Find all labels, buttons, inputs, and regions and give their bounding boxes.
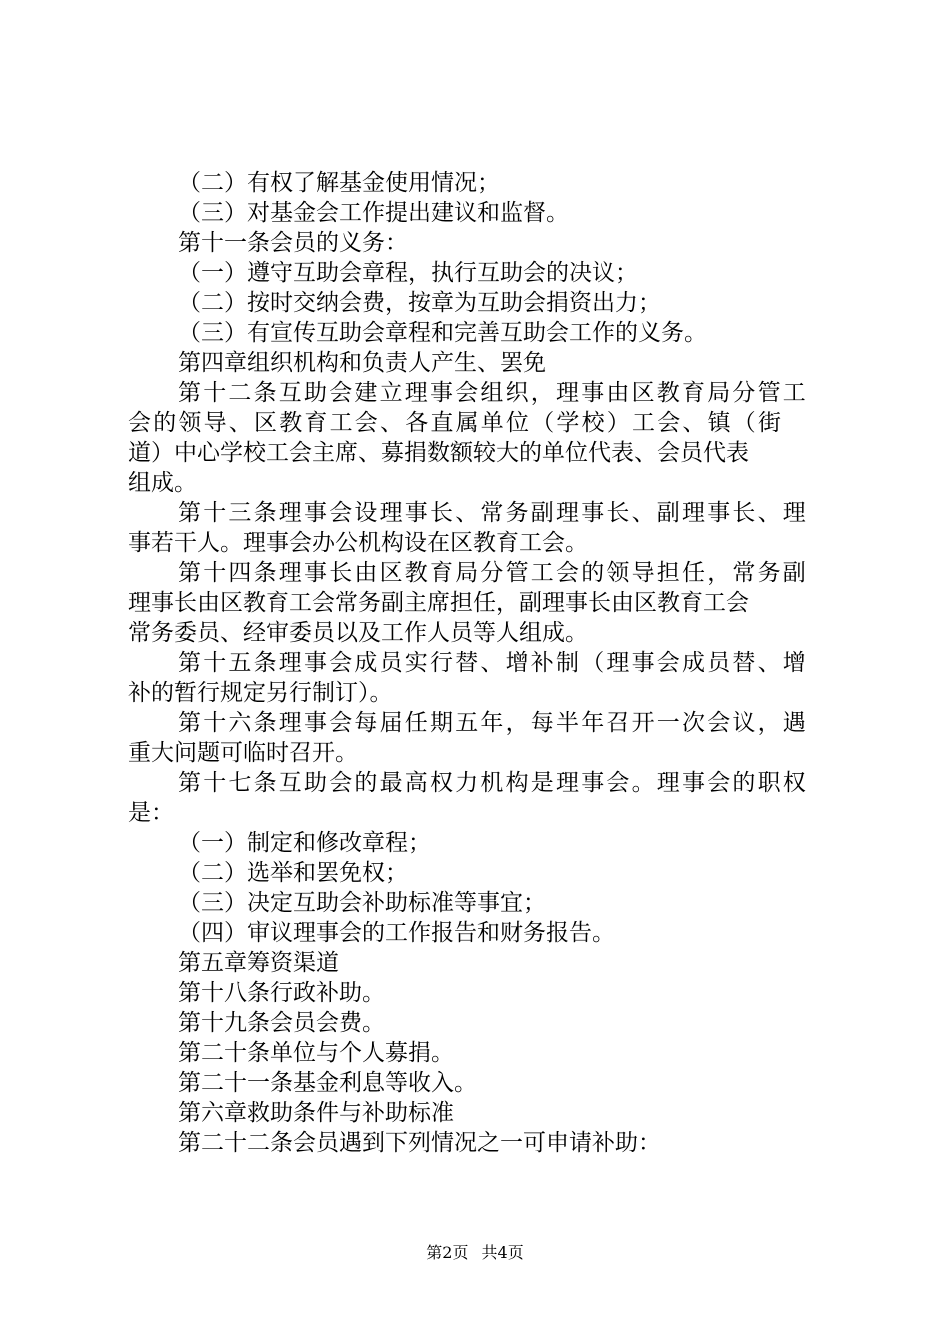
article-heading: 第十九条会员会费。 <box>178 1010 385 1036</box>
paragraph-line: 组成。 <box>128 470 197 496</box>
chapter-heading: 第五章筹资渠道 <box>178 950 339 976</box>
paragraph-line: （二）有权了解基金使用情况； <box>178 170 500 196</box>
paragraph-line: 第十五条理事会成员实行替、增补制（理事会成员替、增 <box>178 650 808 676</box>
paragraph-line: （二）选举和罢免权； <box>178 860 408 886</box>
paragraph-line: （一）制定和修改章程； <box>178 830 431 856</box>
paragraph-line: 会的领导、区教育工会、各直属单位（学校）工会、镇（街 <box>128 410 784 436</box>
paragraph-line: （三）决定互助会补助标准等事宜； <box>178 890 546 916</box>
paragraph-line: 重大问题可临时召开。 <box>128 740 358 766</box>
page-total: 共4页 <box>481 1243 524 1262</box>
document-body <box>128 168 828 1158</box>
page-number: 第2页 <box>426 1243 469 1262</box>
paragraph-line: （三）有宣传互助会章程和完善互助会工作的义务。 <box>178 320 707 346</box>
paragraph-line: 事若干人。理事会办公机构设在区教育工会。 <box>128 530 588 556</box>
paragraph-line: 第十六条理事会每届任期五年，每半年召开一次会议，遇 <box>178 710 808 736</box>
paragraph-line: 第十四条理事长由区教育局分管工会的领导担任，常务副 <box>178 560 808 586</box>
paragraph-line: 第十七条互助会的最高权力机构是理事会。理事会的职权 <box>178 770 808 796</box>
paragraph-line: （三）对基金会工作提出建议和监督。 <box>178 200 569 226</box>
page-footer <box>0 1242 950 1264</box>
article-heading: 第十八条行政补助。 <box>178 980 385 1006</box>
paragraph-line: 道）中心学校工会主席、募捐数额较大的单位代表、会员代表 <box>128 440 749 466</box>
paragraph-line: 补的暂行规定另行制订）。 <box>128 680 393 706</box>
paragraph-line: 是： <box>128 800 174 826</box>
paragraph-line: （一）遵守互助会章程，执行互助会的决议； <box>178 260 638 286</box>
paragraph-line: 第十二条互助会建立理事会组织，理事由区教育局分管工 <box>178 380 808 406</box>
chapter-heading: 第四章组织机构和负责人产生、罢免 <box>178 350 546 376</box>
paragraph-line: 常务委员、经审委员以及工作人员等人组成。 <box>128 620 588 646</box>
article-heading: 第二十条单位与个人募捐。 <box>178 1040 454 1066</box>
article-heading: 第十一条会员的义务： <box>178 230 408 256</box>
chapter-heading: 第六章救助条件与补助标准 <box>178 1100 454 1126</box>
article-heading: 第二十一条基金利息等收入。 <box>178 1070 477 1096</box>
paragraph-line: 理事长由区教育工会常务副主席担任，副理事长由区教育工会 <box>128 590 749 616</box>
paragraph-line: （四）审议理事会的工作报告和财务报告。 <box>178 920 615 946</box>
article-heading: 第二十二条会员遇到下列情况之一可申请补助： <box>178 1130 661 1156</box>
paragraph-line: 第十三条理事会设理事长、常务副理事长、副理事长、理 <box>178 500 808 526</box>
paragraph-line: （二）按时交纳会费，按章为互助会捐资出力； <box>178 290 661 316</box>
